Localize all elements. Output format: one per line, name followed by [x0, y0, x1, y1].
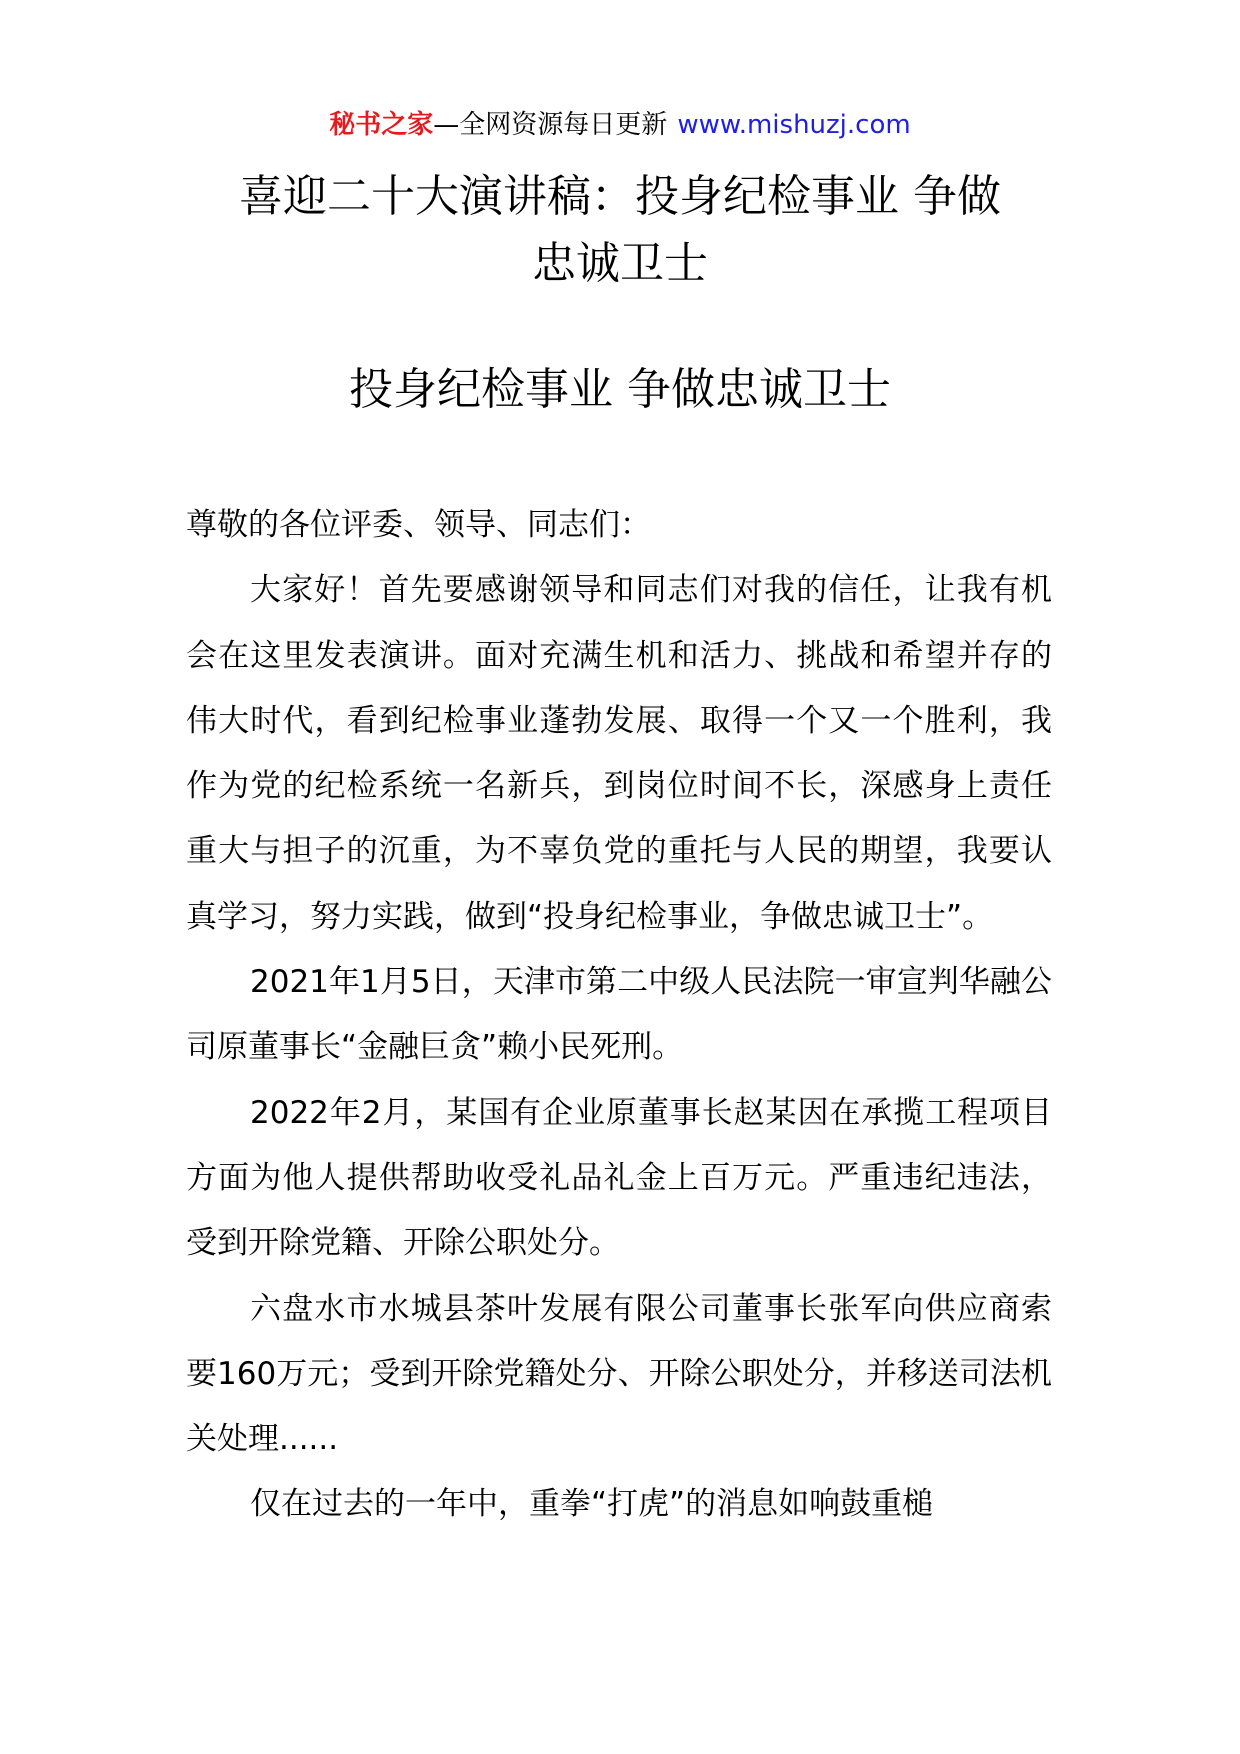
site-tagline: —全网资源每日更新 [433, 110, 668, 140]
speech-body [186, 493, 1052, 1538]
site-brand-link[interactable]: 秘书之家 [329, 110, 434, 140]
paragraph-3: 2022年2月，某国有企业原董事长赵某因在承揽工程项目方面为他人提供帮助收受礼品礼金上百万元。严重违纪违法，受到开除党籍、开除公职处分。 [186, 1094, 1052, 1262]
paragraph-1: 大家好！首先要感谢领导和同志们对我的信任，让我有机会在这里发表演讲。面对充满生机和活力、挑战和希望并存的伟大时代，看到纪检事业蓬勃发展、取得一个又一个胜利，我作为党的纪检系统一名新兵，到岗位时间不长，深感身上责任重大与担子的沉重，为不辜负党的重托与人民的期望，我要认真学习，努力实践，做到“投身纪检事业，争做忠诚卫士”。 [186, 572, 1052, 935]
site-header [0, 105, 1240, 145]
document-title-line-1: 喜迎二十大演讲稿：投身纪检事业 争做 [239, 171, 1001, 222]
paragraph-5: 仅在过去的一年中，重拳“打虎”的消息如响鼓重槌 [250, 1486, 934, 1523]
salutation: 尊敬的各位评委、领导、同志们： [186, 507, 651, 543]
speech-title: 投身纪检事业 争做忠诚卫士 [349, 364, 891, 415]
document-title-line-2: 忠诚卫士 [532, 238, 708, 289]
site-url-link[interactable]: www.mishuzj.com [677, 110, 911, 140]
document-title [150, 163, 1090, 297]
paragraph-4: 六盘水市水城县茶叶发展有限公司董事长张军向供应商索要160万元；受到开除党籍处分、开除公职处分，并移送司法机关处理...... [186, 1290, 1052, 1458]
paragraph-2: 2021年1月5日，天津市第二中级人民法院一审宣判华融公司原董事长“金融巨贪”赖小民死刑。 [186, 964, 1052, 1066]
